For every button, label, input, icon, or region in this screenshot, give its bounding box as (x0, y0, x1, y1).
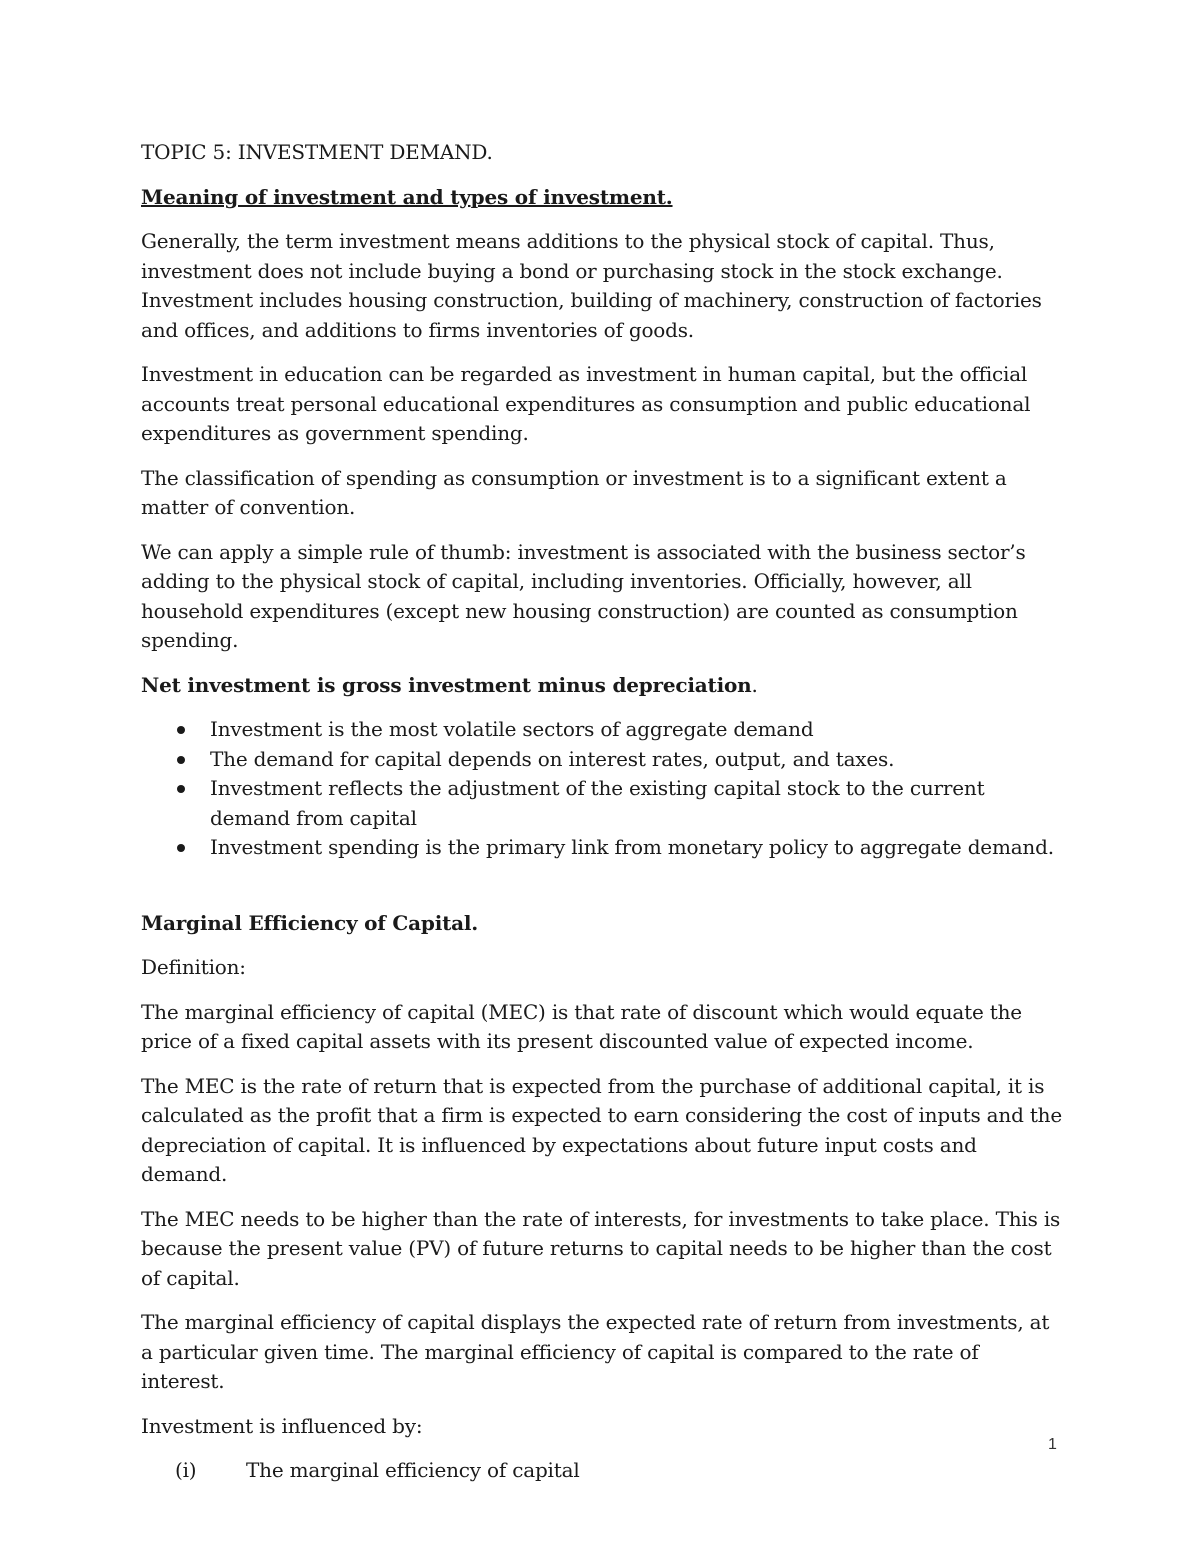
list-item-text: Investment reflects the adjustment of the existing capital stock to the current demand from capital (210, 776, 985, 830)
list-item-text: Investment is the most volatile sectors of aggregate demand (210, 717, 814, 741)
paragraph: The marginal efficiency of capital displays the expected rate of return from investments, at a particular given time. The marginal efficiency of capital is compared to the rate of interest. (141, 1310, 1050, 1393)
list-item (141, 774, 1066, 833)
section-heading-meaning-of-investment: Meaning of investment and types of investment. (141, 184, 673, 209)
paragraph: We can apply a simple rule of thumb: investment is associated with the business sector’s adding to the physical stock of capital, including inventories. Officially, however, all household expenditures (except new housing construction) are counted as consumption spending. (141, 539, 1026, 652)
numbered-item-marker: (i) (175, 1458, 197, 1482)
list-item (141, 833, 1066, 863)
section-heading-marginal-efficiency: Marginal Efficiency of Capital. (141, 910, 479, 935)
net-investment-statement (141, 671, 1066, 701)
list-item (141, 745, 1066, 775)
page-number: 1 (1048, 1436, 1057, 1453)
net-investment-period: . (751, 672, 758, 697)
list-item-text: Investment spending is the primary link from monetary policy to aggregate demand. (210, 835, 1054, 859)
bullet-icon (177, 844, 185, 852)
bullet-icon (177, 756, 185, 764)
definition-label: Definition: (141, 955, 246, 979)
numbered-item (141, 1456, 1066, 1486)
net-investment-bold-text: Net investment is gross investment minus depreciation (141, 672, 752, 697)
bullet-icon (177, 726, 185, 734)
influenced-by-label: Investment is influenced by: (141, 1413, 423, 1438)
paragraph: The MEC needs to be higher than the rate of interests, for investments to take place. This is because the present value (PV) of future returns to capital needs to be higher than the cost of capital. (141, 1206, 1061, 1290)
paragraph: The MEC is the rate of return that is expected from the purchase of additional capital, it is calculated as the profit that a firm is expected to earn considering the cost of inputs and the depreciation of capital. It is influenced by expectations about future input costs and demand. (141, 1073, 1062, 1186)
blank-line (141, 880, 1066, 909)
paragraph: Investment in education can be regarded as investment in human capital, but the official accounts treat personal educational expenditures as consumption and public educational expenditures as government spending. (141, 362, 1031, 445)
paragraph: The marginal efficiency of capital (MEC) is that rate of discount which would equate the price of a fixed capital assets with its present discounted value of expected income. (141, 999, 1022, 1053)
paragraph: The classification of spending as consumption or investment is to a significant extent a matter of convention. (141, 465, 1007, 519)
list-item (141, 715, 1066, 745)
numbered-item-text: The marginal efficiency of capital (246, 1458, 580, 1482)
document-page (141, 138, 1066, 1501)
bullet-icon (177, 785, 185, 793)
topic-title: TOPIC 5: INVESTMENT DEMAND. (141, 140, 493, 164)
list-item-text: The demand for capital depends on interest rates, output, and taxes. (210, 746, 895, 771)
paragraph: Generally, the term investment means additions to the physical stock of capital. Thus, investment does not include buying a bond or purchasing stock in the stock exchange. Investment includes housing construction, building of machinery, construction of factories and offices, and additions to firms inventories of goods. (141, 229, 1042, 342)
bullet-list (141, 715, 1066, 863)
